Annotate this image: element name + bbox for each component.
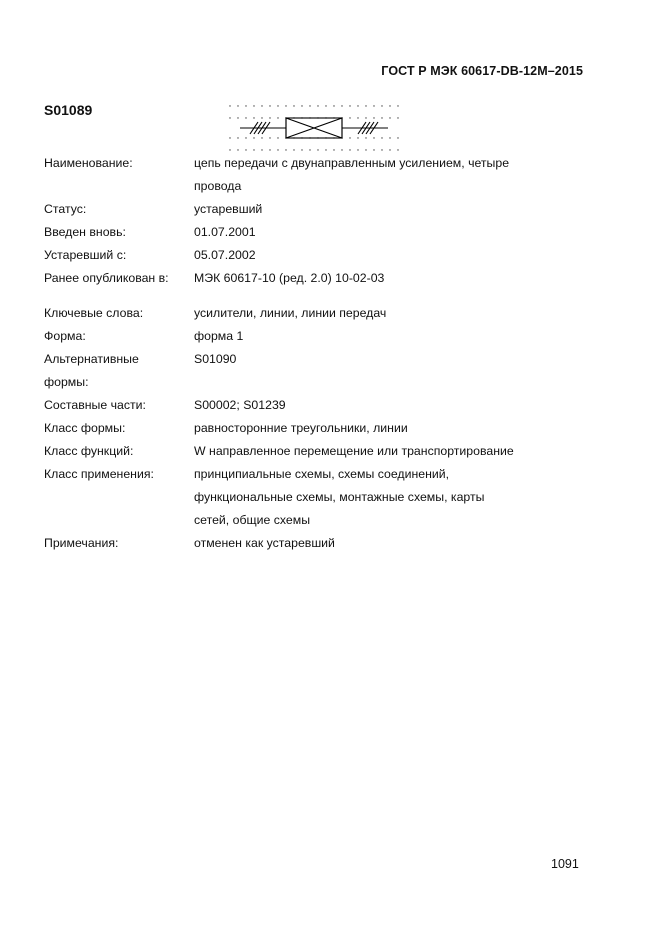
attribute-row	[44, 267, 584, 290]
attribute-value	[194, 371, 584, 394]
attribute-label: Составные части:	[44, 398, 146, 412]
attribute-value: отменен как устаревший	[194, 536, 335, 550]
attribute-value: 05.07.2002	[194, 248, 256, 262]
attribute-label	[44, 509, 194, 532]
attribute-value: функциональные схемы, монтажные схемы, карты	[194, 490, 485, 504]
attribute-row	[44, 325, 584, 348]
attribute-row	[44, 244, 584, 267]
attribute-value: сетей, общие схемы	[194, 513, 311, 527]
attribute-row	[44, 509, 584, 532]
attribute-label: Класс функций:	[44, 444, 134, 458]
attribute-row	[44, 532, 584, 555]
attribute-label: Статус:	[44, 202, 87, 216]
attribute-value: МЭК 60617-10 (ред. 2.0) 10-02-03	[194, 271, 385, 285]
attribute-value: провода	[194, 179, 242, 193]
attribute-group-main	[44, 152, 584, 290]
attribute-label: Наименование:	[44, 156, 133, 170]
document-standard-header: ГОСТ Р МЭК 60617-DB-12M–2015	[381, 64, 583, 78]
attribute-row	[44, 394, 584, 417]
two-way-amplifier-four-wire-icon	[226, 104, 402, 154]
group-spacer	[44, 290, 584, 302]
attribute-label: Класс применения:	[44, 467, 154, 481]
attribute-label	[44, 175, 194, 198]
attribute-label: Ранее опубликован в:	[44, 271, 169, 285]
attribute-label: Класс формы:	[44, 421, 126, 435]
attribute-value: 01.07.2001	[194, 225, 256, 239]
attribute-value: S00002; S01239	[194, 398, 286, 412]
attribute-label: Примечания:	[44, 536, 119, 550]
attribute-row	[44, 302, 584, 325]
attribute-row	[44, 440, 584, 463]
attribute-row	[44, 417, 584, 440]
attribute-row	[44, 486, 584, 509]
attribute-value: устаревший	[194, 202, 263, 216]
attribute-row	[44, 463, 584, 486]
page-number: 1091	[551, 857, 579, 871]
attribute-row	[44, 198, 584, 221]
attribute-label: Форма:	[44, 329, 86, 343]
attribute-row	[44, 371, 584, 394]
attribute-label: Устаревший с:	[44, 248, 127, 262]
attribute-value: форма 1	[194, 329, 244, 343]
attribute-value: равносторонние треугольники, линии	[194, 421, 408, 435]
symbol-code: S01089	[44, 102, 93, 118]
attribute-row	[44, 348, 584, 371]
attribute-label: Альтернативные	[44, 352, 139, 366]
attribute-row	[44, 175, 584, 198]
attribute-row	[44, 152, 584, 175]
attribute-label	[44, 486, 194, 509]
attribute-value: S01090	[194, 352, 237, 366]
attribute-value: W направленное перемещение или транспортирование	[194, 444, 514, 458]
attribute-label: формы:	[44, 375, 89, 389]
attribute-row	[44, 221, 584, 244]
attribute-label: Введен вновь:	[44, 225, 126, 239]
symbol-attributes	[44, 152, 584, 555]
attribute-label: Ключевые слова:	[44, 306, 144, 320]
attribute-value: усилители, линии, линии передач	[194, 306, 387, 320]
attribute-group-classification	[44, 302, 584, 555]
attribute-value: цепь передачи с двунаправленным усилением, четыре	[194, 156, 510, 170]
attribute-value: принципиальные схемы, схемы соединений,	[194, 467, 450, 481]
